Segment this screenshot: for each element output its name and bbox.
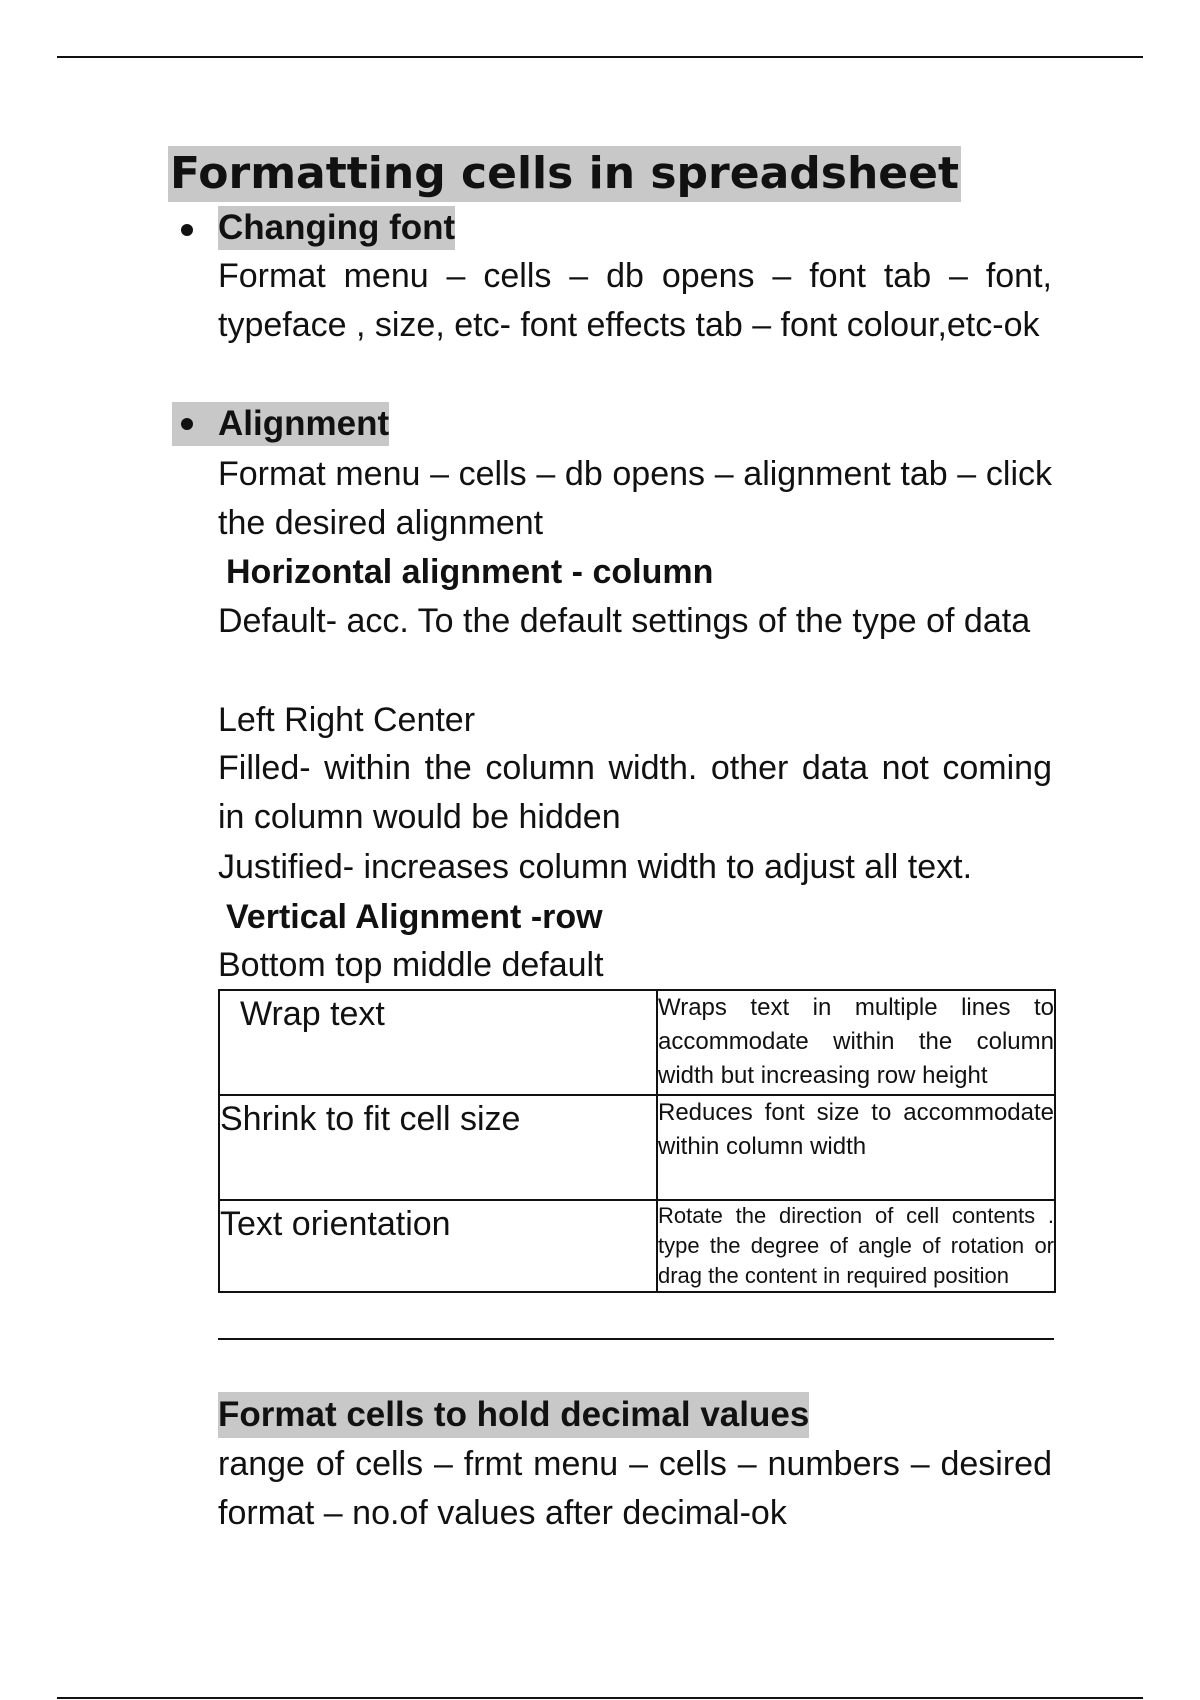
font-instructions: Format menu – cells – db opens – font tab – font, typeface , size, etc- font effects tab – font colour,etc-ok (218, 257, 1052, 344)
option-description: Reduces font size to accommodate within column width (657, 1095, 1055, 1200)
footer-rule (57, 1697, 1143, 1699)
bullet-highlight (172, 402, 220, 446)
alignment-options-table (218, 989, 1056, 1293)
bullet-icon (181, 224, 193, 236)
header-rule (57, 56, 1143, 58)
page-title: Formatting cells in spreadsheet (168, 146, 961, 202)
justified-alignment-text: Justified- increases column width to adjust all text. (218, 848, 973, 886)
left-right-center-text: Left Right Center (218, 701, 476, 739)
option-name: Shrink to fit cell size (219, 1095, 657, 1200)
vertical-alignment-text: Bottom top middle default (218, 946, 604, 984)
table-row (219, 1095, 1055, 1200)
table-row (219, 990, 1055, 1095)
section-heading-font: Changing font (218, 206, 455, 250)
alignment-instructions: Format menu – cells – db opens – alignment tab – click the desired alignment (218, 455, 1052, 542)
option-name: Text orientation (219, 1200, 657, 1292)
filled-alignment-text: Filled- within the column width. other data not coming in column would be hidden (218, 749, 1052, 836)
vertical-alignment-heading: Vertical Alignment -row (226, 898, 603, 936)
default-alignment-text: Default- acc. To the default settings of the type of data (218, 602, 1031, 640)
section-divider (218, 1338, 1054, 1340)
option-description: Rotate the direction of cell contents . type the degree of angle of rotation or drag the content in required position (657, 1200, 1055, 1292)
table-row (219, 1200, 1055, 1292)
decimal-instructions: range of cells – frmt menu – cells – numbers – desired format – no.of values after decimal-ok (218, 1445, 1052, 1532)
option-name: Wrap text (219, 990, 657, 1095)
section-heading-alignment: Alignment (218, 402, 389, 446)
option-description: Wraps text in multiple lines to accommodate within the column width but increasing row height (657, 990, 1055, 1095)
decimal-heading: Format cells to hold decimal values (218, 1392, 809, 1438)
horizontal-alignment-heading: Horizontal alignment - column (226, 553, 714, 591)
bullet-icon (181, 418, 193, 430)
